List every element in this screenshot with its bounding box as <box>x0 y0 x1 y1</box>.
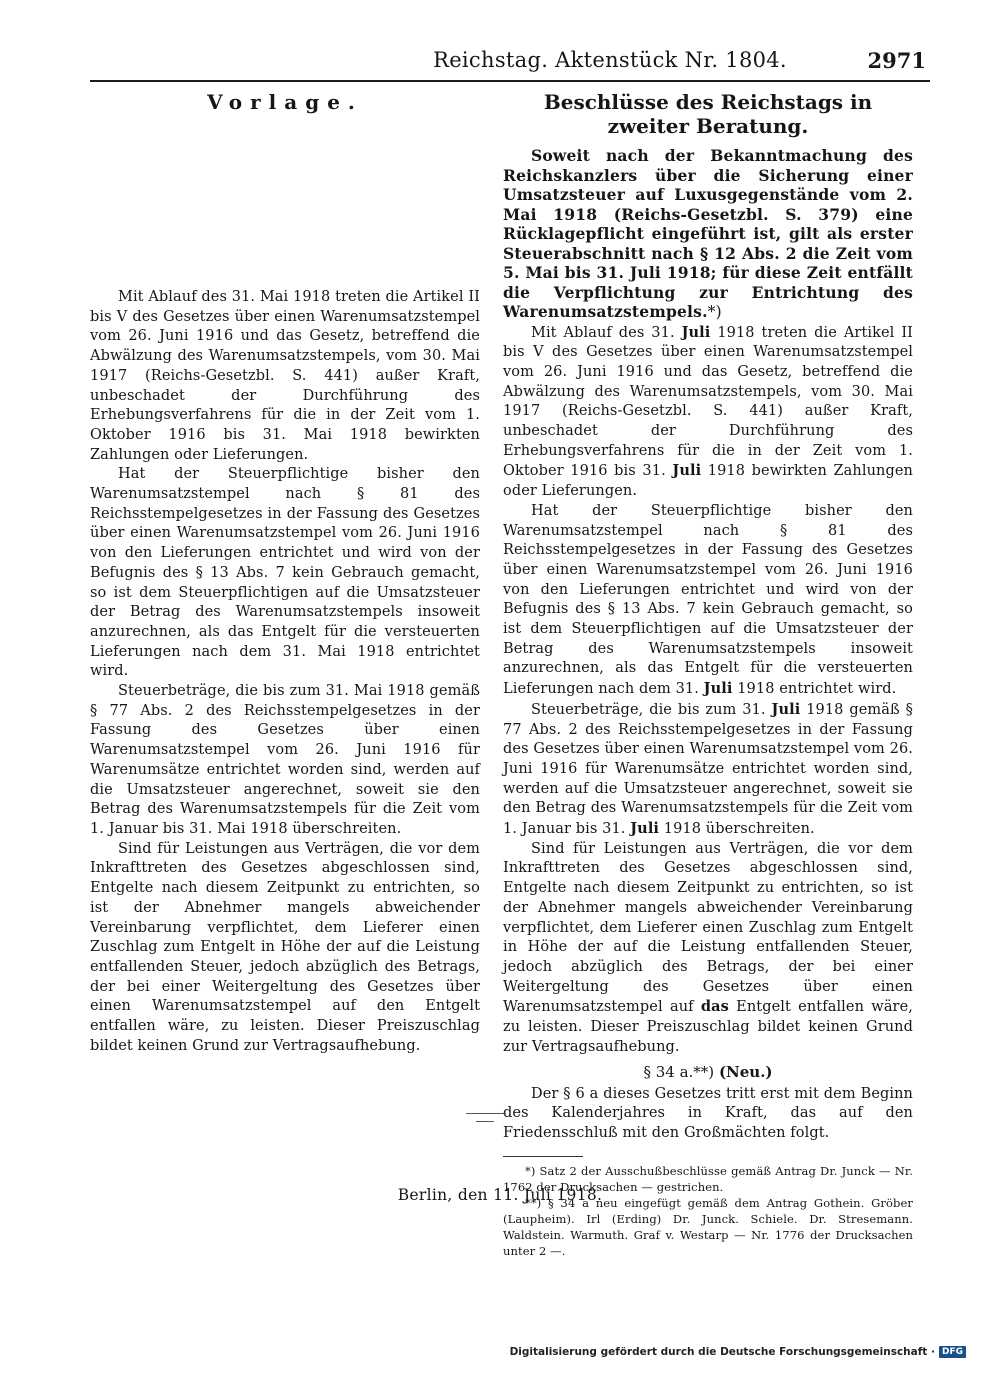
amended-word: Juli <box>672 462 702 480</box>
vorlage-paragraph-4: Sind für Leistungen aus Verträgen, die vor dem Inkrafttreten des Gesetzes abgeschlossen sind, Entgelte nach diesem Zeitpunkt zu entrichten, so ist der Abnehmer mangels abweichender Vereinbarung verpflichtet, dem Lieferer einen Zuschlag zum Entgelt in Höhe der auf die Leistung entfallenden Steuer, jedoch abzüglich des Betrags, der bei einer Weitergeltung des Gesetzes über einen Warenumsatzstempel auf den Entgelt entfallen wäre, zu leisten. Dieser Preiszuschlag bildet keinen Grund zur Vertragsaufhebung. <box>90 840 480 1054</box>
text-run: 1918 überschreiten. <box>663 821 815 838</box>
column-vorlage <box>90 90 480 1056</box>
vorlage-paragraph-1: Mit Ablauf des 31. Mai 1918 treten die Artikel II bis V des Gesetzes über einen Warenumsatzstempel vom 26. Juni 1916 und das Gesetz, betreffend die Abwälzung des Warenumsatzstempels, vom 30. Mai 1917 (Reichs-Gesetzbl. S. 441) außer Kraft, unbeschadet der Durchführung des Erhebungsverfahrens für die in der Zeit vom 1. Oktober 1916 bis 31. Mai 1918 bewirkten Zahlungen oder Lieferungen. <box>90 289 480 463</box>
digitization-credit <box>510 1346 966 1358</box>
amended-word: Juli <box>703 680 733 698</box>
credit-text: Digitalisierung gefördert durch die Deutsche Forschungsgemeinschaft · <box>509 1346 935 1358</box>
section-new-tag: (Neu.) <box>718 1062 773 1081</box>
footnote-2: **) § 34 a neu eingefügt gemäß dem Antrag Gothein. Gröber (Laupheim). Irl (Erding) Dr. Junck. Schiele. Dr. Stresemann. Waldstein. Warmuth. Graf v. Westarp — Nr. 1776 der Drucksachen unter 2 —. <box>503 1195 913 1258</box>
text-run: Sind für Leistungen aus Verträgen, die vor dem Inkrafttreten des Gesetzes abgeschlossen sind, Entgelte nach diesem Zeitpunkt zu entrichten, so ist der Abnehmer mangels abweichender Vereinbarung verpflichtet, dem Lieferer einen Zuschlag zum Entgelt in Höhe der auf die Leistung entfallenden Steuer, jedoch abzüglich des Betrags, der bei einer Weitergeltung des Gesetzes über einen Warenumsatzstempel auf <box>503 840 913 1016</box>
text-run: Mit Ablauf des 31. <box>531 324 675 341</box>
column-beschluesse <box>503 90 913 1259</box>
text-run: Steuerbeträge, die bis zum 31. <box>531 701 766 718</box>
header-rule <box>90 80 930 82</box>
text-run: Entgelt entfallen wäre, zu leisten. Dieser Preiszuschlag bildet keinen Grund zur Vertragsaufhebung. <box>503 999 913 1055</box>
vorlage-paragraph-3: Steuerbeträge, die bis zum 31. Mai 1918 gemäß § 77 Abs. 2 des Reichsstempelgesetzes in der Fassung des Gesetzes über einen Warenumsatzstempel vom 26. Juni 1916 für Warenumsätze entrichtet worden sind, werden auf die Umsatzsteuer angerechnet, soweit sie den Betrag des Warenumsatzstempels für die Zeit vom 1. Januar bis 31. Mai 1918 überschreiten. <box>90 683 480 837</box>
amended-word: Juli <box>771 700 801 718</box>
separator-rule <box>466 1113 506 1114</box>
page-number: 2971 <box>867 48 926 73</box>
amended-word: das <box>700 998 729 1016</box>
beschluss-paragraph-2 <box>503 502 913 700</box>
beschluss-paragraph-3 <box>503 700 913 840</box>
column-heading-vorlage: Vorlage. <box>207 90 363 114</box>
inserted-paragraph <box>503 146 913 323</box>
beschluss-paragraph-1 <box>503 323 913 502</box>
text-run: 1918 treten die Artikel II bis V des Gesetzes über einen Warenumsatzstempel vom 26. Juni 1916 und das Gesetz, betreffend die Abwälzung des Warenumsatzstempels, vom 30. Mai 1917 (Reichs-Gesetzbl. S. 441) außer Kraft, unbeschadet der Durchführung des Erhebungsverfahrens für die in der Zeit vom 1. Oktober 1916 bis 31. <box>503 324 913 480</box>
text-run: Hat der Steuerpflichtige bisher den Warenumsatzstempel nach § 81 des Reichsstempelgesetzes in der Fassung des Gesetzes über einen Warenumsatzstempel vom 26. Juni 1916 von den Lieferungen entrichtet und wird von der Befugnis des § 13 Abs. 7 kein Gebrauch gemacht, so ist dem Steuerpflichtigen auf die Umsatzsteuer der Betrag des Warenumsatzstempels insoweit anzurechnen, als das Entgelt für die versteuerten Lieferungen nach dem 31. <box>503 502 913 698</box>
footnote-rule <box>503 1156 583 1157</box>
place-date-line: Berlin, den 11. Juli 1918. <box>397 1186 603 1204</box>
inserted-paragraph-text: Soweit nach der Bekanntmachung des Reichskanzlers über die Sicherung einer Umsatzsteuer auf Luxusgegenstände vom 2. Mai 1918 (Reichs-Gesetzbl. S. 379) eine Rücklagepflicht eingeführt ist, gilt als erster Steuerabschnitt nach § 12 Abs. 2 die Zeit vom 5. Mai bis 31. Juli 1918; für diese Zeit entfällt die Verpflichtung zur Entrichtung des Warenumsatzstempels. <box>503 146 913 321</box>
section-number: § 34 a.**) <box>643 1062 715 1081</box>
amended-word: Juli <box>630 820 660 838</box>
text-run: 1918 bewirkten Zahlungen oder Lieferungen. <box>503 463 913 500</box>
amended-word: Juli <box>681 323 711 341</box>
header-title: Reichstag. Aktenstück Nr. 1804. <box>433 48 787 72</box>
beschluss-paragraph-4 <box>503 840 913 1058</box>
page-header <box>90 44 930 78</box>
dfg-logo-icon: DFG <box>939 1346 966 1358</box>
text-run: 1918 entrichtet wird. <box>737 681 897 698</box>
text-run: 1918 gemäß § 77 Abs. 2 des Reichsstempelgesetzes in der Fassung des Gesetzes über einen Warenumsatzstempel vom 26. Juni 1916 für Warenumsätze entrichtet worden sind, werden auf die Umsatzsteuer angerechnet, soweit sie den Betrag des Warenumsatzstempels für die Zeit vom 1. Januar bis 31. <box>503 701 914 838</box>
section-paragraph: Der § 6 a dieses Gesetzes tritt erst mit dem Beginn des Kalenderjahres in Kraft, das auf den Friedensschluß mit den Großmächten folgt. <box>503 1085 913 1141</box>
section-heading <box>503 1063 913 1081</box>
separator-rule-short <box>476 1121 494 1122</box>
footnote-marker: *) <box>707 303 722 321</box>
vorlage-paragraph-2: Hat der Steuerpflichtige bisher den Warenumsatzstempel nach § 81 des Reichsstempelgesetzes in der Fassung des Gesetzes über einen Warenumsatzstempel vom 26. Juni 1916 von den Lieferungen entrichtet und wird von der Befugnis des § 13 Abs. 7 kein Gebrauch gemacht, so ist dem Steuerpflichtigen auf die Umsatzsteuer der Betrag des Warenumsatzstempels insoweit anzurechnen, als das Entgelt für die versteuerten Lieferungen nach dem 31. Mai 1918 entrichtet wird. <box>90 466 480 680</box>
column-heading-beschluesse: Beschlüsse des Reichstags in zweiter Beratung. <box>543 90 873 138</box>
footnote-1: *) Satz 2 der Ausschußbeschlüsse gemäß Antrag Dr. Junck — Nr. 1762 der Drucksachen — gestrichen. <box>503 1163 913 1194</box>
